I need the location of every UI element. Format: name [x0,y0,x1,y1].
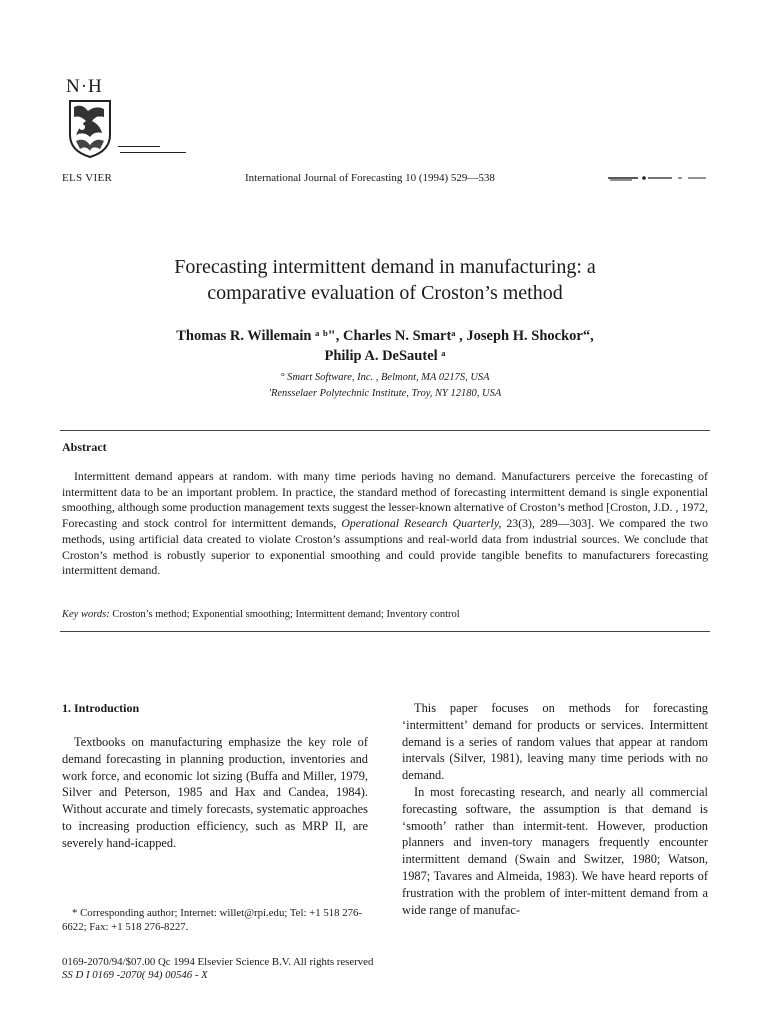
affiliation: ° Smart Software, Inc. , Belmont, MA 0217S, USA [280,372,490,383]
keywords-text: Croston’s method; Exponential smoothing; Intermittent demand; Inventory control [109,609,460,620]
body-paragraph: This paper focuses on methods for forecasting ‘intermittent’ demand for products or services. Intermittent demand is a series of random values that appear at random intervals (Silver, 1981), leaving many time periods with no demand. [402,701,708,783]
logo-rule [120,152,186,153]
abstract-text: Intermittent demand appears at random. with many time periods having no demand. Manufacturers perceive the forecasting of intermittent data to be an important problem. In practice, the standard method of forecasting intermittent demand is single exponential smoothing, although some production management texts suggest the lesser-known alternative of Croston’s method [Croston, J.D. , 1972, Forecasting and stock control for intermittent demands, [62,469,708,531]
abstract-body [62,469,708,579]
publisher-logo-emblem-icon [62,97,118,159]
abstract-text: 23(3), 289—303]. We compared the two methods, using artificial data created to violate Croston’s assumptions and real-world data from industrial sources. We conclude that Croston’s method is robustly superior to exponential smoothing and could provide tangible benefits to manufacturers forecasting intermittent demand. [62,516,708,578]
header-decoration [608,168,708,186]
abstract-heading: Abstract [62,440,107,454]
right-column [402,700,708,918]
left-column [62,734,368,852]
footnote-text: * Corresponding author; Internet: willet@rpi.edu; Tel: +1 518 276-6622; Fax: +1 518 276-8227. [62,907,363,933]
affiliations [60,370,710,402]
logo-rule [118,146,160,147]
copyright-line: 0169-2070/94/$07.00 Qc 1994 Elsevier Science B.V. All rights reserved [62,956,374,968]
abstract-top-rule [60,430,710,431]
section-heading: 1. Introduction [62,701,140,715]
author-line: Thomas R. Willemain ᵃ ᵇ", Charles N. Smartᵃ , Joseph H. Shockor“, [176,328,594,344]
body-paragraph: Textbooks on manufacturing emphasize the key role of demand forecasting in planning production, inventories and work force, and economic lot sizing (Buffa and Miller, 1979, Silver and Peterson, 1985 and Hax and Candea, 1984). Without accurate and timely forecasts, systematic approaches to increasing production efficiency, such as MRP II, are severely hand-icapped. [62,735,368,850]
title-line: comparative evaluation of Croston’s method [207,282,563,304]
abstract-paragraph [62,469,708,579]
footnote [62,906,372,934]
author-list [60,326,710,366]
abstract-bottom-rule [60,631,710,632]
publisher-name: ELS VIER [62,172,113,184]
copyright-block [62,956,373,982]
journal-citation: International Journal of Forecasting 10 (1994) 529—538 [245,172,495,184]
affiliation: ʹRensselaer Polytechnic Institute, Troy, NY 12180, USA [268,388,502,399]
keywords-label: Key words: [62,609,110,620]
body-paragraph: In most forecasting research, and nearly all commercial forecasting software, the assumption is that demand is ‘smooth’ rather than intermit-tent. However, production planners and inven-tory managers frequently encounter intermittent demand (Swain and Switzer, 1980; Watson, 1987; Tavares and Almeida, 1983). We have heard reports of frustration with the problem of inter-mittent demand from a wide range of manufac- [402,784,708,917]
abstract-journal-name: Operational Research Quarterly, [341,516,502,531]
author-line: Philip A. DeSautel ᵃ [324,348,446,364]
title-line: Forecasting intermittent demand in manufacturing: a [174,256,596,278]
publisher-logo-text: N·H [66,76,103,97]
article-title [60,254,710,306]
keywords [62,609,708,620]
ssdi-line: SS D I 0169 -2070( 94) 00546 - X [62,969,208,981]
